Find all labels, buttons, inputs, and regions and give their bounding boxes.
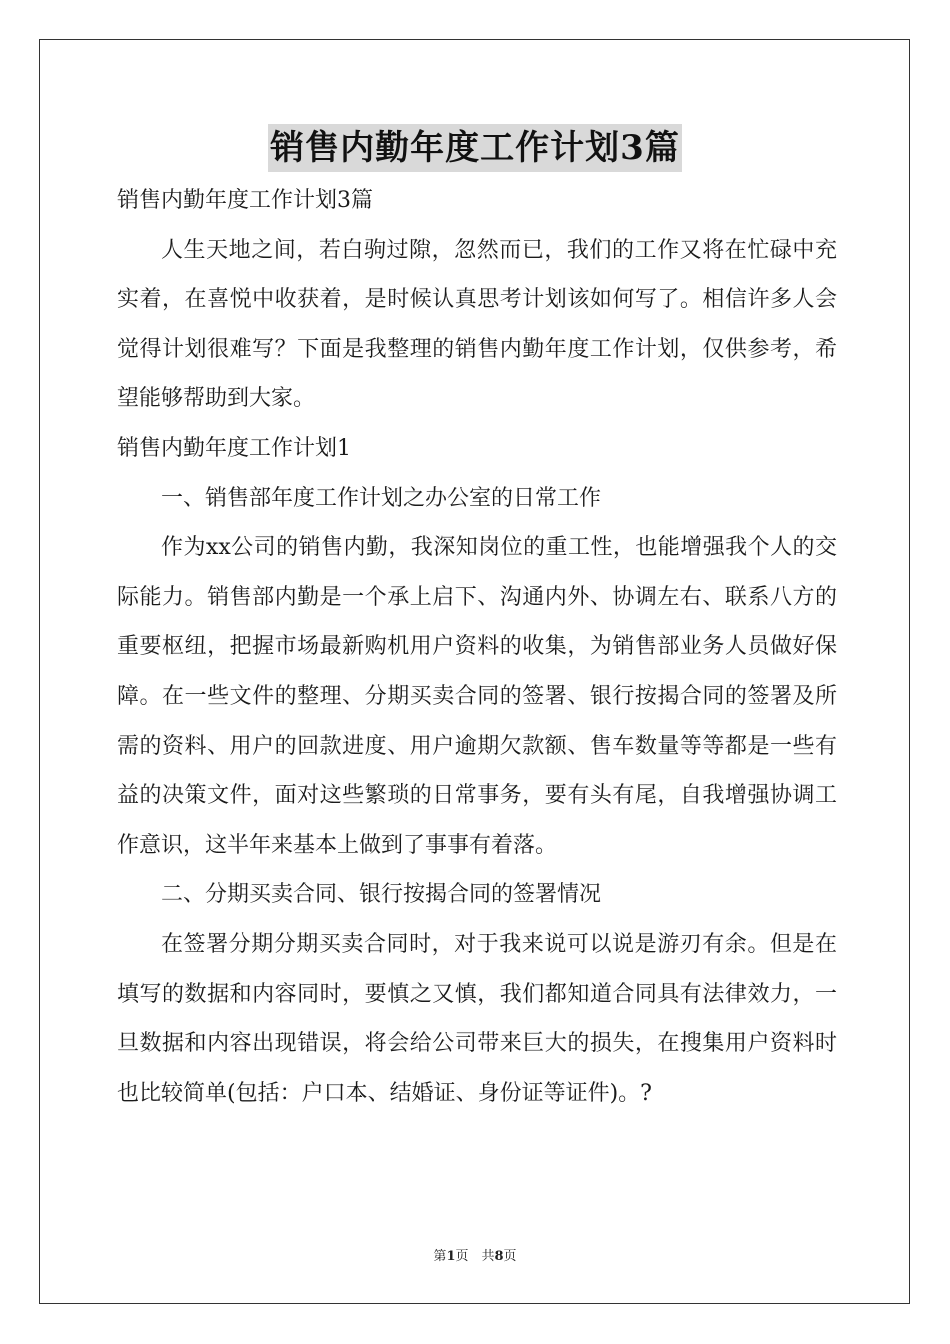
document-title: 销售内勤年度工作计划3篇 <box>268 124 682 172</box>
contracts-paragraph: 在签署分期分期买卖合同时，对于我来说可以说是游刃有余。但是在填写的数据和内容同时，要慎之又慎，我们都知道合同具有法律效力，一旦数据和内容出现错误，将会给公司带来巨大的损失，在搜集用户资料时也比较简单(包括：户口本、结婚证、身份证等证件)。? <box>117 931 837 1106</box>
footer-prefix: 第 <box>433 1249 447 1264</box>
subtitle-line: 销售内勤年度工作计划3篇 <box>117 188 373 213</box>
footer-middle: 页 共 <box>455 1249 495 1264</box>
subheading-office-work: 一、销售部年度工作计划之办公室的日常工作 <box>161 485 602 511</box>
footer-suffix: 页 <box>503 1249 517 1264</box>
footer-current-page: 1 <box>446 1249 456 1264</box>
page-footer <box>0 1245 950 1264</box>
subheading-contracts: 二、分期买卖合同、银行按揭合同的签署情况 <box>161 882 602 908</box>
footer-total-pages: 8 <box>494 1249 504 1264</box>
section-heading-plan-1: 销售内勤年度工作计划1 <box>117 435 351 461</box>
document-body <box>117 176 837 1118</box>
office-work-paragraph: 作为xx公司的销售内勤，我深知岗位的重工性，也能增强我个人的交际能力。销售部内勤是一个承上启下、沟通内外、协调左右、联系八方的重要枢纽，把握市场最新购机用户资料的收集，为销售部业务人员做好保障。在一些文件的整理、分期买卖合同的签署、银行按揭合同的签署及所需的资料、用户的回款进度、用户逾期欠款额、售车数量等等都是一些有益的决策文件，面对这些繁琐的日常事务，要有头有尾，自我增强协调工作意识，这半年来基本上做到了事事有着落。 <box>117 535 837 858</box>
intro-paragraph: 人生天地之间，若白驹过隙，忽然而已，我们的工作又将在忙碌中充实着，在喜悦中收获着，是时候认真思考计划该如何写了。相信许多人会觉得计划很难写？下面是我整理的销售内勤年度工作计划，仅供参考，希望能够帮助到大家。 <box>117 237 837 412</box>
title-container <box>0 124 950 172</box>
